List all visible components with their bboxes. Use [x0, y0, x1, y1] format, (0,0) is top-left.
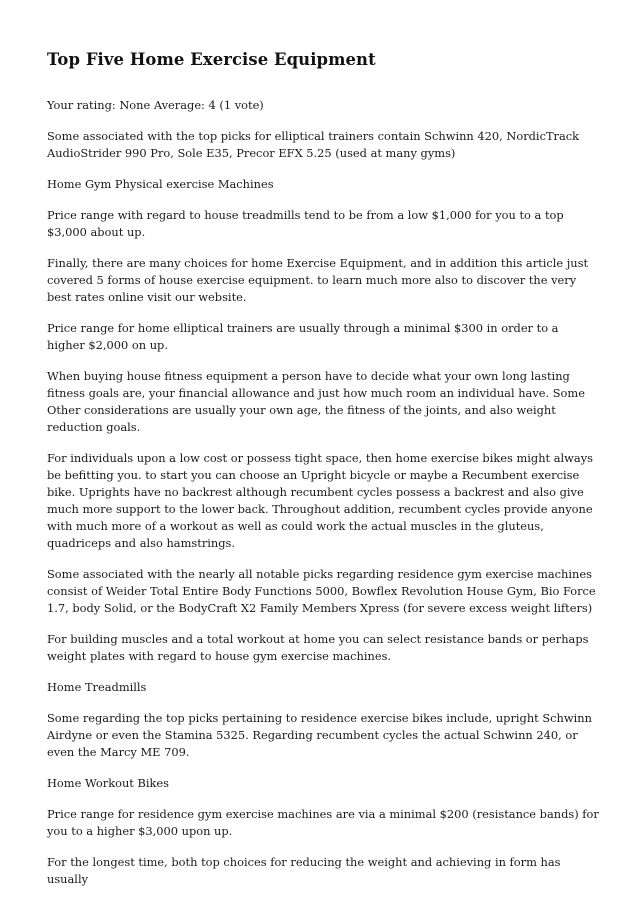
paragraph: Price range for residence gym exercise machines are via a minimal $200 (resistance bands) for you to a higher $3,000 upon up.	[47, 807, 599, 838]
paragraph: Some associated with the nearly all notable picks regarding residence gym exercise machines consist of Weider Total Entire Body Functions 5000, Bowflex Revolution House Gym, Bio Force 1.7, body Solid, or the BodyCraft X2 Family Members Xpress (for severe excess weight lifters)	[47, 567, 596, 615]
paragraph: For the longest time, both top choices for reducing the weight and achieving in form has usually	[47, 855, 561, 886]
section-heading: Home Treadmills	[47, 680, 147, 694]
paragraph: For individuals upon a low cost or possess tight space, then home exercise bikes might always be befitting you. to start you can choose an Upright bicycle or maybe a Recumbent exercise bike. Uprights have no backrest although recumbent cycles possess a backrest and also give much more support to the lower back. Throughout addition, recumbent cycles provide anyone with much more of a workout as well as could work the actual muscles in the gluteus, quadriceps and also hamstrings.	[47, 451, 593, 550]
paragraph: Price range for home elliptical trainers are usually through a minimal $300 in order to a higher $2,000 on up.	[47, 321, 559, 352]
rating-line: Your rating: None Average: 4 (1 vote)	[47, 98, 264, 112]
paragraph: For building muscles and a total workout at home you can select resistance bands or perhaps weight plates with regard to house gym exercise machines.	[47, 632, 589, 663]
section-heading: Home Workout Bikes	[47, 776, 169, 790]
section-heading: Home Gym Physical exercise Machines	[47, 177, 274, 191]
paragraph: Some regarding the top picks pertaining to residence exercise bikes include, upright Schwinn Airdyne or even the Stamina 5325. Regarding recumbent cycles the actual Schwinn 240, or even the Marcy ME 709.	[47, 711, 592, 759]
document-title: Top Five Home Exercise Equipment	[47, 50, 376, 69]
document-body	[47, 49, 599, 902]
paragraph: Some associated with the top picks for elliptical trainers contain Schwinn 420, NordicTrack AudioStrider 990 Pro, Sole E35, Precor EFX 5.25 (used at many gyms)	[47, 129, 580, 160]
paragraph: When buying house fitness equipment a person have to decide what your own long lasting fitness goals are, your financial allowance and just how much room an individual have. Some Other considerations are usually your own age, the fitness of the joints, and also weight reduction goals.	[47, 369, 585, 434]
paragraph: Price range with regard to house treadmills tend to be from a low $1,000 for you to a top $3,000 about up.	[47, 208, 564, 239]
paragraph: Finally, there are many choices for home Exercise Equipment, and in addition this article just covered 5 forms of house exercise equipment. to learn much more also to discover the very best rates online visit our website.	[47, 256, 589, 304]
